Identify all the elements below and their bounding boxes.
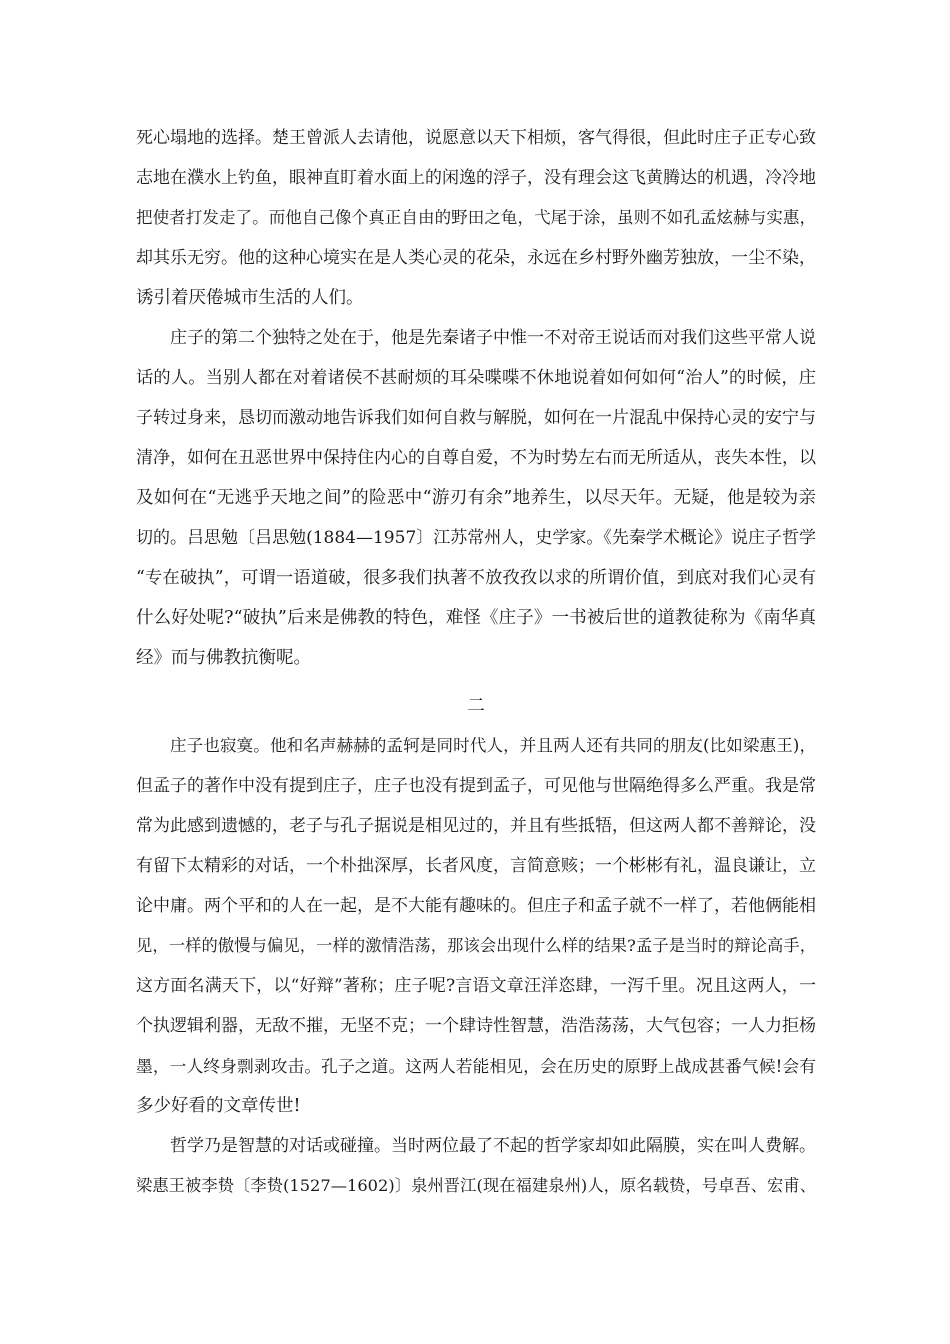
text-line: 死心塌地的选择。楚王曾派人去请他，说愿意以天下相烦，客气得很，但此时庄子正专心致 [136, 128, 816, 148]
section-heading: 二 [467, 696, 485, 716]
text-line: “专在破执”，可谓一语道破，很多我们执著不放孜孜以求的所谓价值，到底对我们心灵有 [136, 568, 816, 588]
text-line: 多少好看的文章传世! [136, 1096, 301, 1116]
text-line: 却其乐无穷。他的这种心境实在是人类心灵的花朵，永远在乡村野外幽芳独放，一尘不染， [136, 248, 816, 268]
text-line: 清净，如何在丑恶世界中保持住内心的自尊自爱，不为时势左右而无所适从，丧失本性，以 [136, 448, 816, 468]
text-line: 什么好处呢?“破执”后来是佛教的特色，难怪《庄子》一书被后世的道教徒称为《南华真 [136, 608, 816, 628]
text-line: 志地在濮水上钓鱼，眼神直盯着水面上的闲逸的浮子，没有理会这飞黄腾达的机遇，冷冷地 [136, 168, 816, 188]
text-line: 墨，一人终身剽剥攻击。孔子之道。这两人若能相见，会在历史的原野上战成甚番气候!会有 [136, 1056, 816, 1076]
text-line: 把使者打发走了。而他自己像个真正自由的野田之龟，弋尾于涂，虽则不如孔孟炫赫与实惠， [136, 208, 816, 227]
text-line: 常为此感到遗憾的，老子与孔子据说是相见过的，并且有些抵牾，但这两人都不善辩论，没 [136, 816, 816, 836]
text-line: 见，一样的傲慢与偏见，一样的激情浩荡，那该会出现什么样的结果?孟子是当时的辩论高手， [136, 936, 816, 955]
text-line: 有留下太精彩的对话，一个朴拙深厚，长者风度，言简意赅；一个彬彬有礼，温良谦让，立 [136, 856, 816, 876]
text-line: 切的。吕思勉〔吕思勉(1884—1957〕江苏常州人，史学家。《先秦学术概论》说庄子哲学 [136, 528, 816, 548]
text-line: 诱引着厌倦城市生活的人们。 [136, 288, 364, 308]
paragraph-first-line: 庄子的第二个独特之处在于，他是先秦诸子中惟一不对帝王说话而对我们这些平常人说 [170, 328, 816, 348]
text-line: 但孟子的著作中没有提到庄子，庄子也没有提到孟子，可见他与世隔绝得多么严重。我是常 [136, 776, 816, 796]
text-line: 论中庸。两个平和的人在一起，是不大能有趣味的。但庄子和孟子就不一样了，若他俩能相 [136, 896, 816, 916]
text-line: 这方面名满天下，以“好辩”著称；庄子呢?言语文章汪洋恣肆，一泻千里。况且这两人，一 [136, 976, 816, 996]
text-line: 梁惠王被李贽〔李贽(1527—1602)〕泉州晋江(现在福建泉州)人，原名载贽，号卓吾、宏甫、 [136, 1176, 816, 1195]
paragraph-first-line: 哲学乃是智慧的对话或碰撞。当时两位最了不起的哲学家却如此隔膜，实在叫人费解。 [170, 1136, 816, 1156]
text-line: 个执逻辑利器，无敌不摧，无坚不克；一个肆诗性智慧，浩浩荡荡，大气包容；一人力拒杨 [136, 1016, 816, 1036]
text-line: 子转过身来，恳切而激动地告诉我们如何自救与解脱，如何在一片混乱中保持心灵的安宁与 [136, 408, 816, 428]
text-line: 话的人。当别人都在对着诸侯不甚耐烦的耳朵喋喋不休地说着如何如何“治人”的时候，庄 [136, 368, 816, 388]
text-line: 及如何在“无逃乎天地之间”的险恶中“游刃有余”地养生，以尽天年。无疑，他是较为亲 [136, 488, 816, 508]
paragraph-first-line: 庄子也寂寞。他和名声赫赫的孟轲是同时代人，并且两人还有共同的朋友(比如梁惠王)， [170, 736, 816, 755]
text-line: 经》而与佛教抗衡呢。 [136, 648, 311, 668]
